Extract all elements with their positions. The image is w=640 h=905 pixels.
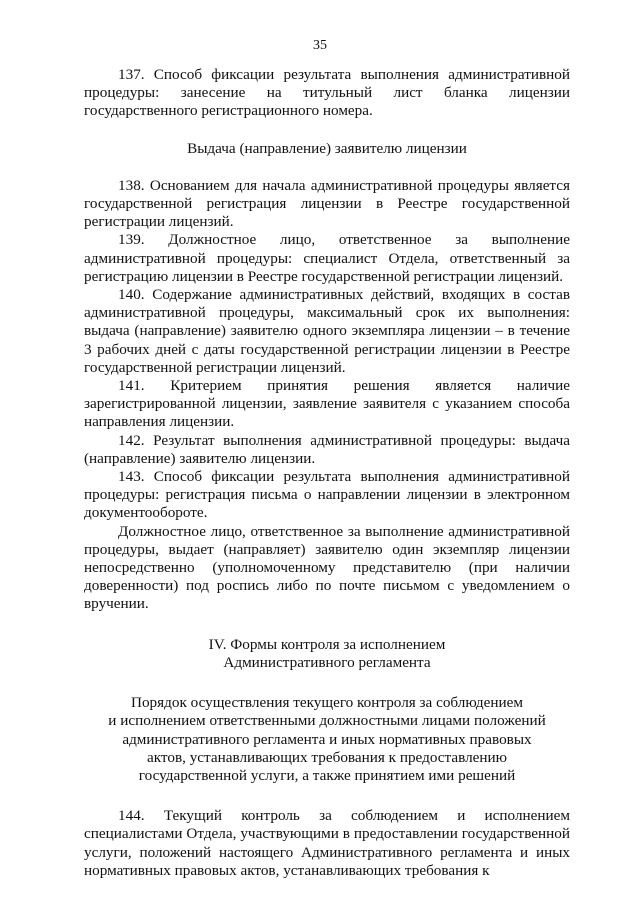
subheading-issue-license: Выдача (направление) заявителю лицензии	[187, 139, 467, 157]
subsection-title	[70, 694, 584, 785]
page-number: 35	[313, 38, 327, 53]
paragraph-142: 142. Результат выполнения административной процедуры: выдача (направление) заявителю лицензии.	[84, 431, 570, 467]
subsection-title-line: актов, устанавливающих требования к предоставлению	[147, 748, 507, 766]
paragraph-138: 138. Основанием для начала административной процедуры является государственной регистрация лицензии в Реестре государственной регистрации лицензий.	[84, 176, 570, 231]
subsection-title-line: Порядок осуществления текущего контроля за соблюдением	[130, 694, 524, 712]
paragraph-144: 144. Текущий контроль за соблюдением и исполнением специалистами Отдела, участвующими в предоставлении государственной услуги, положений настоящего Административного регламента и иных нормативных правовых актов, устанавливающих требования к	[84, 807, 570, 879]
paragraph-139: 139. Должностное лицо, ответственное за выполнение административной процедуры: специалист Отдела, ответственный за регистрацию лицензии в Реестре государственной регистрации лицензий.	[84, 231, 570, 285]
subsection-title-line: и исполнением ответственными должностными лицами положений	[108, 712, 546, 730]
paragraph-143: 143. Способ фиксации результата выполнения административной процедуры: регистрация письма о направлении лицензии в электронном документообороте.	[84, 468, 570, 522]
section-title	[84, 636, 570, 672]
paragraph-140: 140. Содержание административных действий, входящих в состав административной процедуры, максимальный срок их выполнения: выдача (направление) заявителю одного экземпляра лицензии – в течение 3 рабочих дней с даты государственной регистрации лицензии в Реестре государственной регистрации лицензий.	[84, 286, 570, 376]
paragraph-official: Должностное лицо, ответственное за выполнение административной процедуры, выдает (направляет) заявителю один экземпляр лицензии непосредственно (уполномоченному представителю (при наличии доверенности) под роспись либо по почте письмом с уведомлением о вручении.	[84, 522, 570, 613]
paragraph-141: 141. Критерием принятия решения является наличие зарегистрированной лицензии, заявление заявителя с указанием способа направления лицензии.	[84, 377, 570, 431]
subsection-title-line: административного регламента и иных нормативных правовых	[122, 730, 532, 748]
paragraph-137: 137. Способ фиксации результата выполнения административной процедуры: занесение на титульный лист бланка лицензии государственного регистрационного номера.	[84, 66, 570, 120]
subsection-title-line: государственной услуги, а также принятием ими решений	[138, 766, 516, 784]
section-title-line: IV. Формы контроля за исполнением	[208, 635, 446, 653]
section-title-line: Административного регламента	[223, 653, 431, 671]
document-body	[84, 66, 570, 880]
